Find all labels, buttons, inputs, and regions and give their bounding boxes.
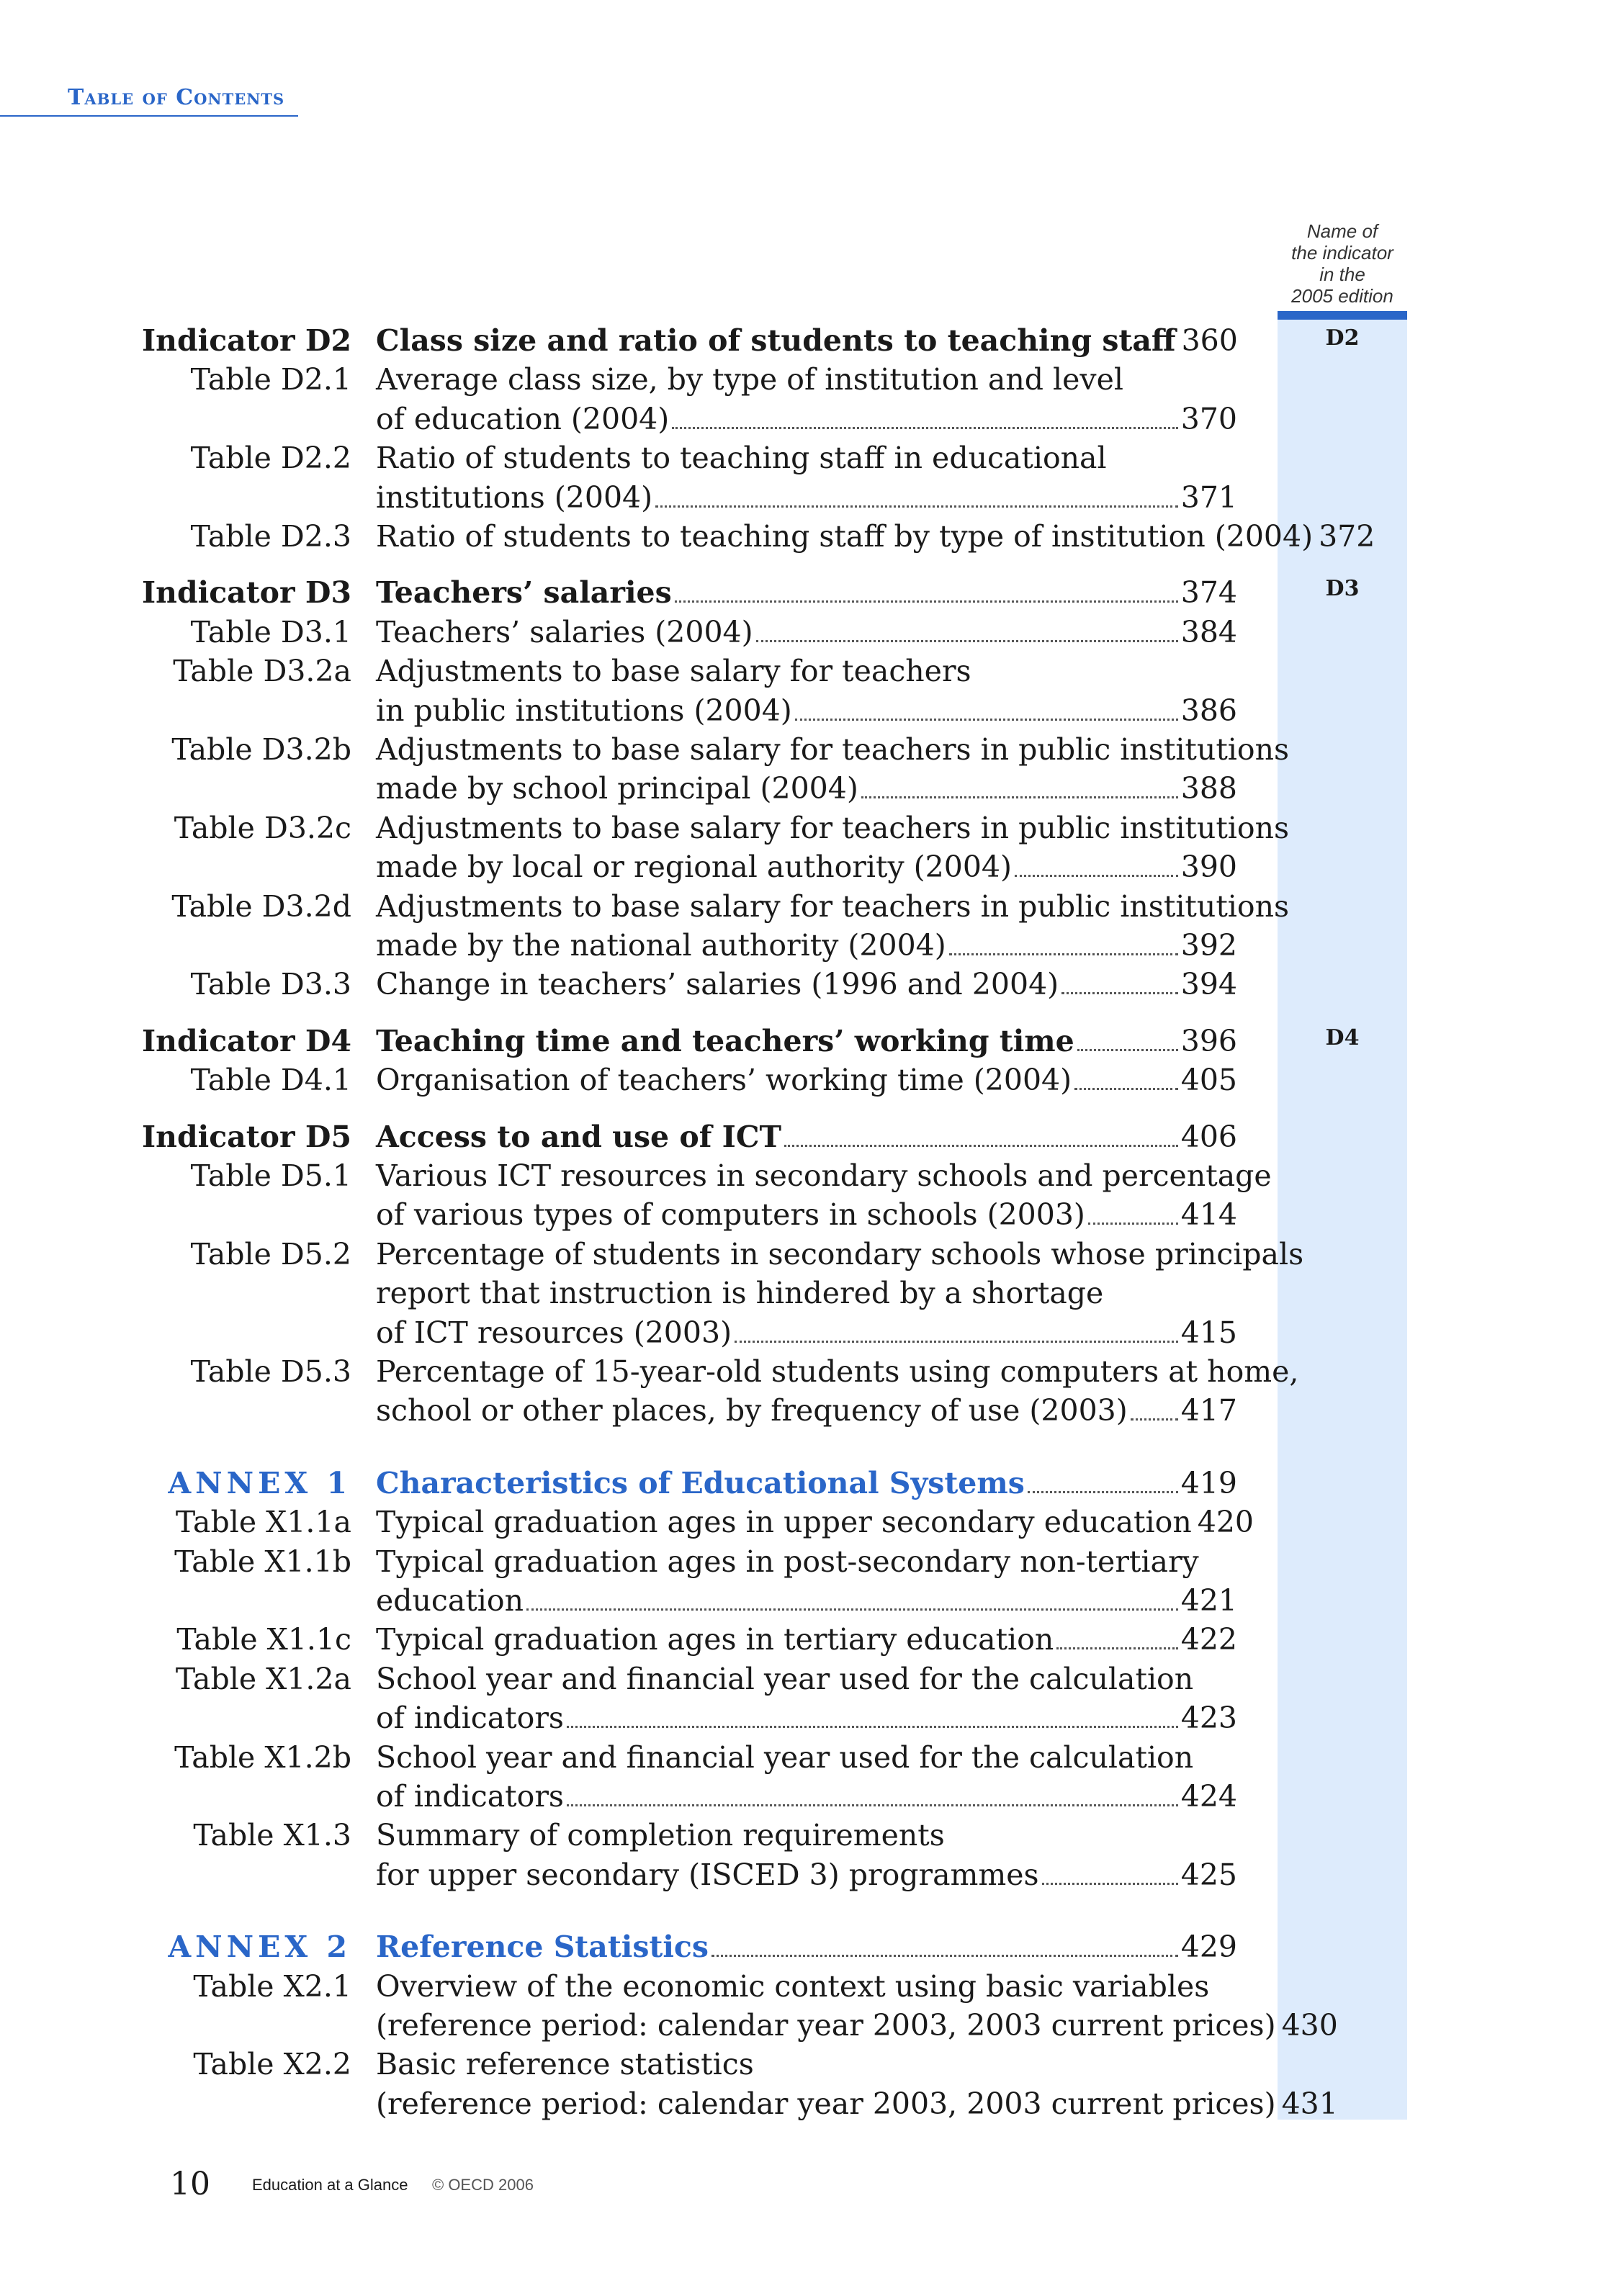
table-entry xyxy=(0,809,1290,847)
table-entry xyxy=(0,1274,1239,1313)
entry-label: Indicator D4 xyxy=(141,1023,351,1058)
dot-leader xyxy=(861,796,1178,798)
sidebar-code-d4: D4 xyxy=(1325,1025,1360,1050)
page-reference: 420 xyxy=(1197,1505,1254,1540)
page-reference: 429 xyxy=(1180,1930,1237,1965)
copyright-notice: © OECD 2006 xyxy=(432,2176,534,2194)
entry-title-text: in public institutions (2004) xyxy=(376,693,792,728)
page-reference: 392 xyxy=(1180,928,1237,963)
entry-title-text: Change in teachers’ salaries (1996 and 2004) xyxy=(376,967,1059,1002)
dot-leader xyxy=(1042,1883,1178,1885)
entry-title-line xyxy=(376,573,1237,612)
table-entry xyxy=(0,1660,1239,1698)
entry-title-text: Summary of completion requirements xyxy=(376,1818,945,1853)
entry-title-line xyxy=(376,1542,1237,1581)
entry-title-line xyxy=(376,1352,1299,1391)
entry-label: Table D3.2b xyxy=(171,732,351,767)
entry-title-line xyxy=(376,2084,1338,2123)
entry-title-line xyxy=(376,1117,1237,1156)
table-entry xyxy=(0,691,1239,730)
entry-title-line xyxy=(376,1274,1237,1313)
dot-leader xyxy=(1061,992,1178,994)
entry-title-line xyxy=(376,1738,1237,1777)
page-header-title: Table of Contents xyxy=(68,85,285,110)
entry-title-text: Percentage of 15-year-old students using computers at home, xyxy=(376,1354,1299,1389)
sidebar-caption xyxy=(1272,220,1413,307)
table-entry xyxy=(0,360,1239,399)
table-entry xyxy=(0,613,1239,652)
entry-title-text: Percentage of students in secondary schools whose principals xyxy=(376,1236,1304,1271)
entry-label: Table X2.1 xyxy=(193,1968,351,2004)
entry-title-text: Characteristics of Educational Systems xyxy=(376,1465,1025,1500)
entry-title-text: Teaching time and teachers’ working time xyxy=(376,1023,1074,1058)
publication-title: Education at a Glance xyxy=(252,2176,408,2194)
entry-title-line xyxy=(376,360,1237,399)
entry-title-text: Typical graduation ages in upper secondary education xyxy=(376,1505,1192,1540)
entry-title-text: Teachers’ salaries xyxy=(376,575,672,611)
entry-title-text: (reference period: calendar year 2003, 2003 current prices) xyxy=(376,2008,1276,2043)
entry-label: Indicator D3 xyxy=(141,575,351,611)
dot-leader xyxy=(795,719,1178,721)
entry-label: Table D3.2d xyxy=(171,888,351,924)
table-entry xyxy=(0,926,1239,965)
entry-title-line xyxy=(376,691,1237,730)
entry-title-text: Teachers’ salaries (2004) xyxy=(376,614,753,649)
sidebar-code-d3: D3 xyxy=(1325,576,1360,601)
entry-title-text: Basic reference statistics xyxy=(376,2047,754,2082)
sidebar-caption-line: in the xyxy=(1319,264,1365,285)
entry-label: ANNEX 2 xyxy=(168,1930,351,1965)
entry-label: Table X1.2b xyxy=(174,1739,351,1775)
page-reference: 421 xyxy=(1180,1583,1237,1618)
sidebar-caption-line: the indicator xyxy=(1291,242,1393,264)
table-entry xyxy=(0,2006,1338,2045)
table-entry xyxy=(0,887,1290,926)
table-entry xyxy=(0,478,1239,517)
dot-leader xyxy=(1015,875,1178,877)
entry-title-text: Average class size, by type of institution and level xyxy=(376,362,1123,397)
entry-title-text: of indicators xyxy=(376,1779,564,1814)
indicator-entry xyxy=(0,1022,1239,1061)
table-entry xyxy=(0,1777,1239,1816)
annex-entry xyxy=(0,1464,1239,1503)
table-entry xyxy=(0,1738,1239,1777)
page-reference: 422 xyxy=(1180,1622,1237,1657)
entry-title-line xyxy=(376,652,1237,690)
table-entry xyxy=(0,1503,1254,1541)
page-reference: 394 xyxy=(1180,967,1237,1002)
entry-title-line xyxy=(376,321,1237,360)
entry-title-line xyxy=(376,1927,1237,1966)
entry-label: Table X1.1a xyxy=(175,1505,351,1540)
entry-label: Table D5.1 xyxy=(190,1158,351,1193)
entry-title-line xyxy=(376,769,1237,808)
dot-leader xyxy=(712,1955,1178,1957)
entry-title-text: Adjustments to base salary for teachers in public institutions xyxy=(376,888,1290,924)
entry-title-line xyxy=(376,1620,1237,1659)
dot-leader xyxy=(735,1341,1178,1343)
dot-leader xyxy=(1074,1088,1178,1090)
entry-title-line xyxy=(376,1022,1237,1061)
table-entry xyxy=(0,1195,1239,1234)
entry-title-line xyxy=(376,613,1237,652)
table-entry xyxy=(0,1581,1239,1620)
table-entry xyxy=(0,965,1239,1004)
entry-label: Table X1.1b xyxy=(174,1544,351,1579)
table-entry xyxy=(0,1156,1272,1195)
sidebar-caption-line: 2005 edition xyxy=(1291,285,1393,307)
page-reference: 384 xyxy=(1180,614,1237,649)
page-reference: 425 xyxy=(1180,1857,1237,1892)
entry-label: Table D2.3 xyxy=(190,519,351,554)
entry-title-line xyxy=(376,730,1290,769)
dot-leader xyxy=(1028,1491,1178,1493)
indicator-entry xyxy=(0,573,1239,612)
table-entry xyxy=(0,438,1239,477)
entry-title-text: Adjustments to base salary for teachers xyxy=(376,654,971,689)
table-entry xyxy=(0,847,1239,886)
table-entry xyxy=(0,400,1239,438)
table-entry xyxy=(0,1391,1239,1430)
entry-title-line xyxy=(376,1195,1237,1234)
entry-label: Table D3.1 xyxy=(190,614,351,649)
entry-label: Table D4.1 xyxy=(190,1063,351,1098)
indicator-entry xyxy=(0,1117,1239,1156)
page-reference: 370 xyxy=(1180,401,1237,436)
page-reference: 374 xyxy=(1180,575,1237,611)
annex-entry xyxy=(0,1927,1239,1966)
entry-title-line xyxy=(376,926,1237,965)
entry-label: Table D3.2c xyxy=(174,810,351,845)
entry-label: Table X1.2a xyxy=(175,1661,351,1696)
table-entry xyxy=(0,517,1375,556)
entry-title-line xyxy=(376,1855,1237,1894)
page-reference: 390 xyxy=(1180,850,1237,885)
entry-title-line xyxy=(376,809,1290,847)
entry-title-text: Typical graduation ages in tertiary education xyxy=(376,1622,1054,1657)
dot-leader xyxy=(567,1804,1178,1806)
page-reference: 360 xyxy=(1181,323,1238,358)
entry-label: Table D5.3 xyxy=(190,1354,351,1389)
entry-title-text: school or other places, by frequency of use (2003) xyxy=(376,1393,1128,1428)
entry-title-text: School year and financial year used for the calculation xyxy=(376,1739,1194,1775)
sidebar-caption-line: Name of xyxy=(1306,220,1378,242)
entry-title-line xyxy=(376,438,1237,477)
page-reference: 388 xyxy=(1180,771,1237,806)
page-reference: 406 xyxy=(1180,1119,1237,1154)
page-reference: 424 xyxy=(1180,1779,1237,1814)
page-reference: 417 xyxy=(1180,1393,1237,1428)
dot-leader xyxy=(949,953,1178,955)
entry-title-text: School year and financial year used for the calculation xyxy=(376,1661,1194,1696)
entry-title-text: Organisation of teachers’ working time (2004) xyxy=(376,1063,1072,1098)
sidebar-code-d2: D2 xyxy=(1325,325,1360,351)
entry-title-line xyxy=(376,1391,1237,1430)
indicator-entry xyxy=(0,321,1239,360)
entry-label: Table D5.2 xyxy=(190,1236,351,1271)
dot-leader xyxy=(784,1145,1178,1147)
page-reference: 419 xyxy=(1180,1465,1237,1500)
page-reference: 423 xyxy=(1180,1701,1237,1736)
entry-label: Table D3.2a xyxy=(173,654,351,689)
table-entry xyxy=(0,652,1239,690)
entry-title-line xyxy=(376,847,1237,886)
entry-title-text: of various types of computers in schools (2003) xyxy=(376,1197,1085,1233)
entry-label: Indicator D2 xyxy=(141,323,351,358)
entry-title-text: Ratio of students to teaching staff by type of institution (2004) xyxy=(376,519,1314,554)
entry-title-text: of ICT resources (2003) xyxy=(376,1315,732,1350)
entry-label: Table D3.3 xyxy=(190,967,351,1002)
entry-title-text: made by the national authority (2004) xyxy=(376,928,946,963)
page-reference: 386 xyxy=(1180,693,1237,728)
dot-leader xyxy=(756,640,1178,642)
entry-title-line xyxy=(376,1156,1272,1195)
entry-title-line xyxy=(376,1581,1237,1620)
entry-title-text: (reference period: calendar year 2003, 2003 current prices) xyxy=(376,2086,1276,2121)
entry-label: Table X1.1c xyxy=(176,1622,351,1657)
table-entry xyxy=(0,1235,1304,1274)
entry-title-line xyxy=(376,1235,1304,1274)
entry-title-text: Access to and use of ICT xyxy=(376,1119,781,1154)
entry-label: Indicator D5 xyxy=(141,1119,351,1154)
entry-label: Table X1.3 xyxy=(193,1818,351,1853)
page-reference: 405 xyxy=(1180,1063,1237,1098)
dot-leader xyxy=(1077,1049,1178,1051)
entry-title-line xyxy=(376,1660,1237,1698)
page-reference: 372 xyxy=(1319,519,1375,554)
page-reference: 414 xyxy=(1180,1197,1237,1233)
table-entry xyxy=(0,1061,1239,1099)
entry-label: Table X2.2 xyxy=(193,2047,351,2082)
table-entry xyxy=(0,1620,1239,1659)
dot-leader xyxy=(1131,1418,1178,1421)
entry-label: ANNEX 1 xyxy=(168,1465,351,1500)
entry-title-text: Adjustments to base salary for teachers in public institutions xyxy=(376,810,1290,845)
entry-title-text: made by local or regional authority (2004) xyxy=(376,850,1013,885)
entry-title-line xyxy=(376,1698,1237,1737)
table-entry xyxy=(0,1855,1239,1894)
entry-label: Table D2.2 xyxy=(190,441,351,476)
page-reference: 431 xyxy=(1281,2086,1338,2121)
entry-title-text: education xyxy=(376,1583,524,1618)
entry-label: Table D2.1 xyxy=(190,362,351,397)
entry-title-line xyxy=(376,1313,1237,1352)
entry-title-text: Various ICT resources in secondary schools and percentage xyxy=(376,1158,1272,1193)
dot-leader xyxy=(1056,1647,1177,1649)
entry-title-text: report that instruction is hindered by a shortage xyxy=(376,1276,1104,1311)
entry-title-line xyxy=(376,517,1375,556)
entry-title-line xyxy=(376,1061,1237,1099)
table-entry xyxy=(0,769,1239,808)
dot-leader xyxy=(1088,1223,1178,1225)
page-number: 10 xyxy=(170,2166,210,2202)
entry-title-text: institutions (2004) xyxy=(376,480,653,515)
table-entry xyxy=(0,1967,1239,2006)
table-entry xyxy=(0,2045,1239,2084)
dot-leader xyxy=(655,505,1178,508)
table-entry xyxy=(0,1352,1299,1391)
entry-title-line xyxy=(376,2045,1237,2084)
entry-title-line xyxy=(376,1967,1237,2006)
entry-title-text: Class size and ratio of students to teaching staff xyxy=(376,323,1176,358)
entry-title-line xyxy=(376,2006,1338,2045)
entry-title-text: for upper secondary (ISCED 3) programmes xyxy=(376,1857,1039,1892)
table-entry xyxy=(0,1542,1239,1581)
entry-title-line xyxy=(376,400,1237,438)
table-entry xyxy=(0,730,1290,769)
entry-title-line xyxy=(376,1777,1237,1816)
table-entry xyxy=(0,1816,1239,1855)
dot-leader xyxy=(672,427,1177,429)
entry-title-line xyxy=(376,887,1290,926)
entry-title-text: Adjustments to base salary for teachers in public institutions xyxy=(376,732,1290,767)
table-entry xyxy=(0,1313,1239,1352)
entry-title-line xyxy=(376,1503,1254,1541)
entry-title-text: of indicators xyxy=(376,1701,564,1736)
dot-leader xyxy=(526,1608,1178,1611)
entry-title-line xyxy=(376,1464,1237,1503)
entry-title-text: made by school principal (2004) xyxy=(376,771,858,806)
entry-title-line xyxy=(376,965,1237,1004)
page-reference: 415 xyxy=(1180,1315,1237,1350)
entry-title-line xyxy=(376,478,1237,517)
page-reference: 396 xyxy=(1180,1023,1237,1058)
entry-title-text: Typical graduation ages in post-secondary non-tertiary xyxy=(376,1544,1199,1579)
entry-title-text: Ratio of students to teaching staff in educational xyxy=(376,441,1107,476)
entry-title-text: of education (2004) xyxy=(376,401,670,436)
table-entry xyxy=(0,2084,1338,2123)
dot-leader xyxy=(567,1726,1178,1728)
page-reference: 371 xyxy=(1180,480,1237,515)
table-entry xyxy=(0,1698,1239,1737)
page-reference: 430 xyxy=(1281,2008,1338,2043)
entry-title-line xyxy=(376,1816,1237,1855)
entry-title-text: Reference Statistics xyxy=(376,1930,709,1965)
entry-title-text: Overview of the economic context using basic variables xyxy=(376,1968,1210,2004)
dot-leader xyxy=(675,600,1178,603)
